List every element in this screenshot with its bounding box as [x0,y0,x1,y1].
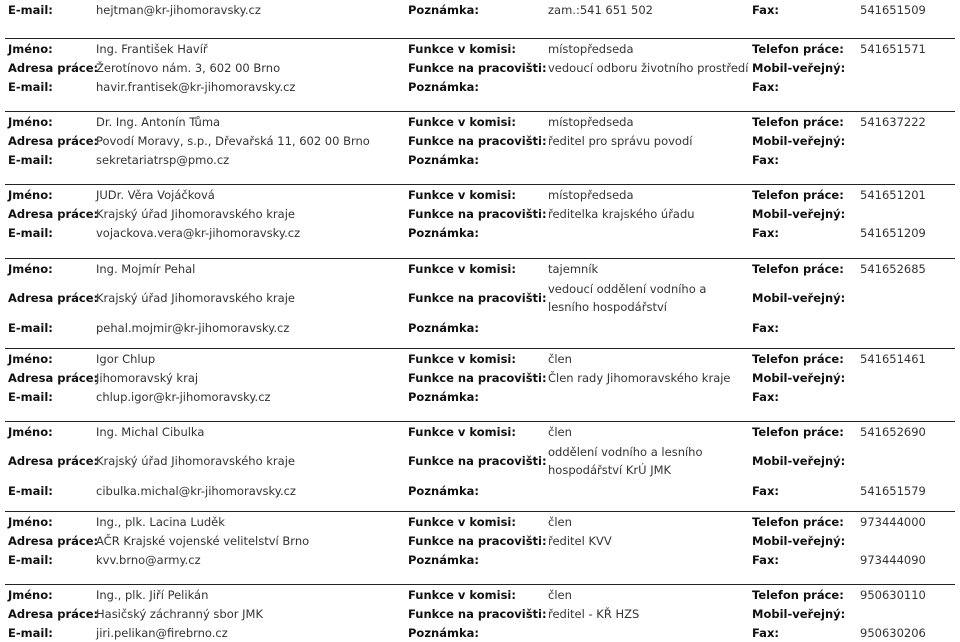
funkce-komise-label: Funkce v komisi: [408,587,516,602]
fax-label: Fax: [752,79,779,94]
email-value: vojackova.vera@kr-jihomoravsky.cz [96,225,301,240]
fax-value: 541651209 [860,225,926,240]
jmeno-label: Jméno: [8,514,53,529]
jmeno-label: Jméno: [8,261,53,276]
jmeno-label: Jméno: [8,587,53,602]
telefon-value: 950630110 [860,587,926,602]
adresa-value: Žerotínovo nám. 3, 602 00 Brno [96,60,281,75]
telefon-value: 541637222 [860,114,926,129]
funkce-komise-value: místopředseda [548,41,634,56]
funkce-komise-label: Funkce v komisi: [408,187,516,202]
funkce-komise-label: Funkce v komisi: [408,114,516,129]
funkce-pracoviste-label: Funkce na pracovišti: [408,454,547,468]
email-label: E-mail: [8,152,53,167]
address-row [5,368,955,387]
jmeno-value: Ing. Mojmír Pehal [96,261,196,276]
funkce-pracoviste-value: oddělení vodního a lesního hospodářství KrÚ JMK [548,445,703,477]
telefon-label: Telefon práce: [752,424,844,439]
name-row [5,185,955,204]
funkce-pracoviste-value: vedoucí oddělení vodního a lesního hospodářství [548,282,707,314]
contact-record [5,111,955,169]
fax-label: Fax: [752,152,779,167]
funkce-komise-label: Funkce v komisi: [408,424,516,439]
fax-value: 973444090 [860,552,926,567]
funkce-komise-value: člen [548,424,572,439]
jmeno-value: Igor Chlup [96,351,156,366]
contact-record [5,511,955,569]
funkce-pracoviste-value: ředitelka krajského úřadu [548,206,695,221]
email-row [5,223,955,242]
fax-value: 541651579 [860,483,926,498]
funkce-pracoviste-value: ředitel pro správu povodí [548,133,693,148]
fax-label: Fax: [752,225,779,240]
jmeno-value: Ing. Michal Cibulka [96,424,205,439]
email-row [5,0,955,20]
poznamka-value: zam.:541 651 502 [548,3,653,17]
telefon-label: Telefon práce: [752,41,844,56]
mobil-label: Mobil-veřejný: [752,291,846,305]
telefon-value: 541652690 [860,424,926,439]
email-value: havir.frantisek@kr-jihomoravsky.cz [96,79,296,94]
funkce-pracoviste-label: Funkce na pracovišti: [408,60,547,75]
email-row [5,318,955,337]
jmeno-value: Dr. Ing. Antonín Tůma [96,114,221,129]
address-row [5,604,955,623]
contact-record-partial [5,0,955,20]
mobil-label: Mobil-veřejný: [752,454,846,468]
jmeno-label: Jméno: [8,424,53,439]
fax-value: 541651509 [860,3,926,17]
funkce-komise-label: Funkce v komisi: [408,41,516,56]
contact-record [5,184,955,242]
contact-record [5,348,955,406]
funkce-komise-value: tajemník [548,261,599,276]
funkce-komise-label: Funkce v komisi: [408,351,516,366]
email-label: E-mail: [8,552,53,567]
name-row [5,259,955,278]
email-label: E-mail: [8,79,53,94]
fax-label: Fax: [752,389,779,404]
email-label: E-mail: [8,389,53,404]
mobil-label: Mobil-veřejný: [752,606,846,621]
adresa-label: Adresa práce: [8,370,99,385]
adresa-label: Adresa práce: [8,533,99,548]
funkce-komise-label: Funkce v komisi: [408,261,516,276]
poznamka-label: Poznámka: [408,320,479,335]
telefon-value: 541651571 [860,41,926,56]
adresa-label: Adresa práce: [8,606,99,621]
name-row [5,585,955,604]
jmeno-value: Ing. František Havíř [96,41,208,56]
contact-record [5,38,955,96]
name-row [5,422,955,441]
adresa-value: Povodí Moravy, s.p., Dřevařská 11, 602 00 Brno [96,133,370,148]
email-label: E-mail: [8,225,53,240]
funkce-pracoviste-label: Funkce na pracovišti: [408,606,547,621]
contact-record [5,421,955,500]
jmeno-value: Ing., plk. Lacina Luděk [96,514,225,529]
telefon-value: 541651461 [860,351,926,366]
jmeno-label: Jméno: [8,114,53,129]
adresa-label: Adresa práce: [8,291,99,305]
email-value: kvv.brno@army.cz [96,552,201,567]
email-row [5,387,955,406]
telefon-label: Telefon práce: [752,114,844,129]
funkce-pracoviste-label: Funkce na pracovišti: [408,133,547,148]
adresa-label: Adresa práce: [8,133,99,148]
mobil-label: Mobil-veřejný: [752,533,846,548]
email-row [5,150,955,169]
adresa-value: Jihomoravský kraj [96,370,199,385]
telefon-label: Telefon práce: [752,261,844,276]
address-row [5,531,955,550]
email-value: sekretariatrsp@pmo.cz [96,152,230,167]
funkce-pracoviste-label: Funkce na pracovišti: [408,291,547,305]
email-value: pehal.mojmir@kr-jihomoravsky.cz [96,320,290,335]
telefon-value: 541652685 [860,261,926,276]
name-row [5,39,955,58]
funkce-komise-value: člen [548,514,572,529]
fax-label: Fax: [752,552,779,567]
address-row [5,204,955,223]
funkce-pracoviste-value: Člen rady Jihomoravského kraje [548,370,731,385]
jmeno-value: JUDr. Věra Vojáčková [96,187,215,202]
funkce-komise-value: místopředseda [548,114,634,129]
adresa-label: Adresa práce: [8,60,99,75]
email-value: chlup.igor@kr-jihomoravsky.cz [96,389,271,404]
telefon-label: Telefon práce: [752,351,844,366]
contact-record [5,258,955,337]
poznamka-label: Poznámka: [408,225,479,240]
poznamka-label: Poznámka: [408,389,479,404]
telefon-value: 973444000 [860,514,926,529]
poznamka-label: Poznámka: [408,483,479,498]
funkce-pracoviste-value: vedoucí odboru životního prostředí [548,60,749,75]
fax-label: Fax: [752,3,779,17]
funkce-komise-value: člen [548,587,572,602]
adresa-label: Adresa práce: [8,206,99,221]
address-row [5,131,955,150]
adresa-value: Krajský úřad Jihomoravského kraje [96,206,295,221]
email-row [5,481,955,500]
name-row [5,112,955,131]
funkce-komise-value: místopředseda [548,187,634,202]
telefon-label: Telefon práce: [752,587,844,602]
poznamka-label: Poznámka: [408,79,479,94]
name-row [5,512,955,531]
mobil-label: Mobil-veřejný: [752,206,846,221]
fax-value: 950630206 [860,625,926,640]
jmeno-value: Ing., plk. Jiří Pelikán [96,587,209,602]
poznamka-label: Poznámka: [408,625,479,640]
address-row [5,278,955,318]
funkce-pracoviste-value: ředitel - KŘ HZS [548,606,640,621]
funkce-komise-label: Funkce v komisi: [408,514,516,529]
email-label: E-mail: [8,625,53,640]
mobil-label: Mobil-veřejný: [752,60,846,75]
jmeno-label: Jméno: [8,41,53,56]
funkce-pracoviste-label: Funkce na pracovišti: [408,206,547,221]
fax-label: Fax: [752,625,779,640]
telefon-label: Telefon práce: [752,514,844,529]
mobil-label: Mobil-veřejný: [752,133,846,148]
poznamka-label: Poznámka: [408,3,479,17]
email-row [5,623,955,642]
email-label: E-mail: [8,320,53,335]
jmeno-label: Jméno: [8,351,53,366]
address-row [5,441,955,481]
adresa-value: Hasičský záchranný sbor JMK [96,606,263,621]
email-label: E-mail: [8,483,53,498]
funkce-pracoviste-label: Funkce na pracovišti: [408,533,547,548]
email-value: jiri.pelikan@firebrno.cz [96,625,228,640]
funkce-komise-value: člen [548,351,572,366]
email-row [5,77,955,96]
email-label: E-mail: [8,3,53,17]
email-row [5,550,955,569]
adresa-value: Krajský úřad Jihomoravského kraje [96,291,295,305]
poznamka-label: Poznámka: [408,552,479,567]
poznamka-label: Poznámka: [408,152,479,167]
funkce-pracoviste-label: Funkce na pracovišti: [408,370,547,385]
address-row [5,58,955,77]
adresa-value: Krajský úřad Jihomoravského kraje [96,454,295,468]
email-value: cibulka.michal@kr-jihomoravsky.cz [96,483,296,498]
contact-record [5,584,955,642]
fax-label: Fax: [752,483,779,498]
adresa-value: AČR Krajské vojenské velitelství Brno [96,533,310,548]
telefon-label: Telefon práce: [752,187,844,202]
fax-label: Fax: [752,320,779,335]
mobil-label: Mobil-veřejný: [752,370,846,385]
funkce-pracoviste-value: ředitel KVV [548,533,612,548]
name-row [5,349,955,368]
adresa-label: Adresa práce: [8,454,99,468]
telefon-value: 541651201 [860,187,926,202]
jmeno-label: Jméno: [8,187,53,202]
email-value: hejtman@kr-jihomoravsky.cz [96,3,261,17]
